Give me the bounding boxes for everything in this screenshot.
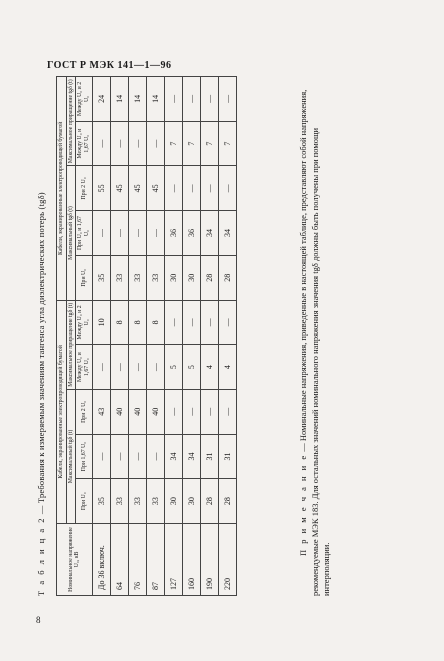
row-label: 220	[218, 524, 236, 596]
table-cell: —	[146, 434, 164, 479]
row-label: 190	[200, 524, 218, 596]
table-cell: —	[110, 121, 128, 166]
table-cell: —	[110, 211, 128, 256]
table-cell: 30	[164, 479, 182, 524]
table-row	[164, 77, 182, 596]
table-cell: 28	[218, 479, 236, 524]
header-group-1: Кабели, экранированные электропроводящей бумагой	[57, 300, 67, 523]
table-cell: 33	[128, 479, 146, 524]
table-cell: 33	[110, 255, 128, 300]
table-cell: 45	[146, 166, 164, 211]
table-cell: —	[200, 77, 218, 122]
table-cell: 30	[182, 255, 200, 300]
table-cell: —	[92, 211, 110, 256]
row-label: 64	[110, 524, 128, 596]
table-cell: 7	[164, 121, 182, 166]
col-header: При U₀	[76, 255, 92, 300]
table-body	[92, 77, 236, 596]
table-cell: 8	[128, 300, 146, 345]
table-row	[200, 77, 218, 596]
col-header: Между U₀ и 1,67 U₀	[76, 345, 92, 390]
table-cell: —	[182, 166, 200, 211]
table-cell: 5	[182, 345, 200, 390]
table-cell: 8	[146, 300, 164, 345]
col-header: Между U₀ и 1,67 U₀	[76, 121, 92, 166]
table-cell: —	[92, 434, 110, 479]
table-cell: —	[218, 77, 236, 122]
table-cell: —	[182, 77, 200, 122]
table-cell: —	[182, 389, 200, 434]
header-group-2: Кабели, экранированные электропроводящей бумагой	[57, 77, 67, 301]
table-cell: 7	[182, 121, 200, 166]
table-cell: 31	[218, 434, 236, 479]
table-cell: 8	[110, 300, 128, 345]
table-cell: 33	[128, 255, 146, 300]
table-cell: 34	[200, 211, 218, 256]
table-cell: —	[182, 300, 200, 345]
table-cell: 7	[200, 121, 218, 166]
table-cell: 5	[164, 345, 182, 390]
table-cell: —	[110, 434, 128, 479]
table-cell: 14	[146, 77, 164, 122]
table-cell: —	[218, 389, 236, 434]
header-max-increment-2: Максимальное приращение tgδ (t)	[66, 77, 76, 167]
col-header: При 2 U₀	[76, 166, 92, 211]
table-caption-text: — Требования к измеряемым значениям тангенса угла диэлектрических потерь (tgδ)	[36, 192, 46, 517]
table-cell: 33	[146, 479, 164, 524]
table-cell: —	[218, 166, 236, 211]
table-cell: 45	[128, 166, 146, 211]
table-cell: 45	[110, 166, 128, 211]
col-header: При U₀	[76, 479, 92, 524]
table-cell: 55	[92, 166, 110, 211]
table-row	[128, 77, 146, 596]
table-cell: 43	[92, 389, 110, 434]
table-cell: 36	[182, 211, 200, 256]
table-cell: 28	[218, 255, 236, 300]
table-caption-label: Т а б л и ц а 2	[36, 516, 46, 596]
table-cell: 28	[200, 479, 218, 524]
table-row	[182, 77, 200, 596]
col-header: Между U₀ и 2 U₀	[76, 300, 92, 345]
col-header: При 2 U₀	[76, 389, 92, 434]
table-cell: —	[164, 300, 182, 345]
table-row	[110, 77, 128, 596]
row-label: 127	[164, 524, 182, 596]
table-cell: —	[110, 345, 128, 390]
table-row	[92, 77, 110, 596]
table-cell: 34	[182, 434, 200, 479]
table-cell: 36	[164, 211, 182, 256]
table-cell: —	[200, 389, 218, 434]
table-row	[218, 77, 236, 596]
table-caption	[36, 76, 46, 596]
note-text: — Номинальные напряжения, приведенные в настоящей таблице, представляют собой напряжения, рекомендуемые МЭК 183. Для остальных значений номинального напряжения значения tgδ должны быть получены при помощи интерполяции.	[298, 89, 331, 596]
header-max-increment: Максимальное приращение tgδ (t)	[66, 300, 76, 389]
table-cell: 30	[182, 479, 200, 524]
table-cell: —	[164, 166, 182, 211]
table-cell: 40	[110, 389, 128, 434]
table-cell: —	[164, 389, 182, 434]
col-header: При U₀ и 1,67 U₀	[76, 211, 92, 256]
table-cell: —	[128, 434, 146, 479]
page-number: 8	[36, 615, 41, 625]
table-cell: 24	[92, 77, 110, 122]
table-cell: —	[92, 345, 110, 390]
table-cell: 33	[110, 479, 128, 524]
row-label: 160	[182, 524, 200, 596]
col-header: Между U₀ и 2 U₀	[76, 77, 92, 122]
table-cell: —	[200, 300, 218, 345]
document-title: ГОСТ Р МЭК 141—1—96	[47, 60, 172, 71]
table-cell: 35	[92, 479, 110, 524]
table-cell: —	[164, 77, 182, 122]
table-cell: —	[200, 166, 218, 211]
header-voltage: Номинальное напряжение U₀, кВ	[57, 524, 93, 596]
table-cell: —	[146, 211, 164, 256]
table-cell: —	[92, 121, 110, 166]
table-cell: —	[146, 121, 164, 166]
note-label: П р и м е ч а н и е	[298, 453, 308, 556]
header-max-tg: Максимальный tgδ (t)	[66, 389, 76, 523]
table-cell: 4	[218, 345, 236, 390]
header-max-tg-2: Максимальный tgδ (t)	[66, 166, 76, 300]
table-row	[146, 77, 164, 596]
table-cell: 30	[164, 255, 182, 300]
col-header: При 1,67 U₀	[76, 434, 92, 479]
table-note	[298, 76, 333, 596]
table-cell: 35	[92, 255, 110, 300]
table-cell: 4	[200, 345, 218, 390]
table-cell: 31	[200, 434, 218, 479]
table-cell: 34	[164, 434, 182, 479]
table-cell: 34	[218, 211, 236, 256]
table-cell: 40	[128, 389, 146, 434]
row-label: 87	[146, 524, 164, 596]
rotated-table-block	[36, 76, 366, 596]
table-cell: —	[218, 300, 236, 345]
table-cell: 10	[92, 300, 110, 345]
row-label: До 36 включ.	[92, 524, 110, 596]
table-cell: 28	[200, 255, 218, 300]
table-cell: —	[128, 211, 146, 256]
table-cell: 7	[218, 121, 236, 166]
row-label: 76	[128, 524, 146, 596]
table-cell: —	[146, 345, 164, 390]
table-cell: —	[128, 121, 146, 166]
table-cell: 14	[110, 77, 128, 122]
table-cell: 33	[146, 255, 164, 300]
table-cell: 40	[146, 389, 164, 434]
table-cell: 14	[128, 77, 146, 122]
table-cell: —	[128, 345, 146, 390]
tg-delta-table	[56, 76, 237, 596]
